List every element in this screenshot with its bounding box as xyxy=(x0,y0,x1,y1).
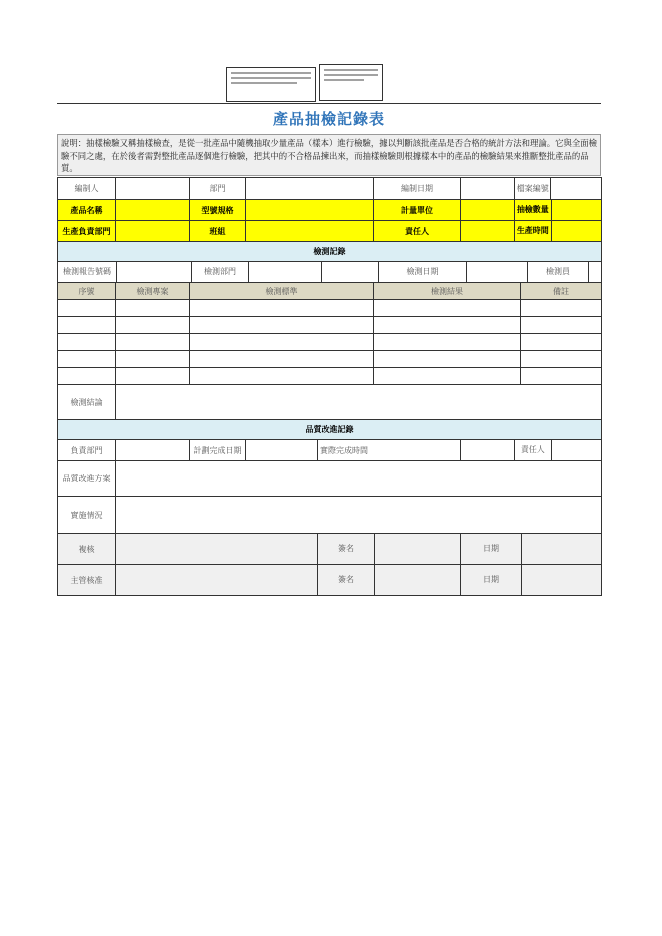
note-box-left xyxy=(226,67,316,102)
row-result-cell[interactable] xyxy=(374,368,521,385)
col-item-header: 檢測專案 xyxy=(116,283,190,300)
compiler-label: 編制人 xyxy=(58,178,116,200)
inspect-dept-label: 檢測部門 xyxy=(192,262,249,282)
row-no-cell[interactable] xyxy=(58,300,116,317)
review-label: 複核 xyxy=(58,534,116,565)
unit-field[interactable] xyxy=(461,200,515,220)
header-rule xyxy=(57,103,601,104)
sign-label-1: 簽名 xyxy=(318,534,375,564)
sign-label-2: 簽名 xyxy=(318,565,375,595)
conclusion-row xyxy=(58,385,602,420)
row-item-cell[interactable] xyxy=(116,300,190,317)
inspect-date-field[interactable] xyxy=(467,262,528,282)
team-field[interactable] xyxy=(246,221,374,242)
product-name-label: 產品名稱 xyxy=(58,200,116,221)
compile-date-field[interactable] xyxy=(463,178,515,199)
info-row-2 xyxy=(58,200,602,221)
info-row-1 xyxy=(58,178,602,200)
col-result-header: 檢測結果 xyxy=(374,283,521,300)
prod-time-label: 生產時間 xyxy=(515,221,552,241)
implementation-field[interactable] xyxy=(116,497,602,534)
report-no-field[interactable] xyxy=(117,262,192,282)
note-box-right xyxy=(319,64,383,101)
table-row xyxy=(58,300,602,317)
inspect-dept-field[interactable] xyxy=(249,262,322,282)
row-remark-cell[interactable] xyxy=(521,368,602,385)
row-item-cell[interactable] xyxy=(116,334,190,351)
row-item-cell[interactable] xyxy=(116,317,190,334)
actual-time-label: 實際完成時間 xyxy=(318,440,461,461)
plan-field[interactable] xyxy=(116,461,602,497)
row-standard-cell[interactable] xyxy=(190,317,374,334)
model-spec-field[interactable] xyxy=(246,200,374,221)
implementation-label: 實施情況 xyxy=(58,497,116,534)
row-no-cell[interactable] xyxy=(58,334,116,351)
col-standard-header: 檢測標準 xyxy=(190,283,374,300)
date-label-1: 日期 xyxy=(461,534,522,564)
supervisor-field[interactable] xyxy=(116,565,318,596)
row-no-cell[interactable] xyxy=(58,351,116,368)
conclusion-field[interactable] xyxy=(116,385,602,420)
review-field[interactable] xyxy=(116,534,318,565)
row-remark-cell[interactable] xyxy=(521,334,602,351)
prod-dept-field[interactable] xyxy=(116,221,190,242)
plan-date-field[interactable] xyxy=(246,440,318,461)
row-item-cell[interactable] xyxy=(116,351,190,368)
row-result-cell[interactable] xyxy=(374,300,521,317)
date-field-2[interactable] xyxy=(522,565,601,595)
review-sign-cell xyxy=(318,534,461,565)
conclusion-label: 檢測結論 xyxy=(58,385,116,420)
implementation-row xyxy=(58,497,602,534)
improve-responsible-field[interactable] xyxy=(552,440,601,460)
resp-dept-label: 負責部門 xyxy=(58,440,116,461)
row-no-cell[interactable] xyxy=(58,368,116,385)
inspection-meta-cell xyxy=(58,262,602,283)
row-standard-cell[interactable] xyxy=(190,351,374,368)
resp-time-cell xyxy=(461,221,602,242)
table-row xyxy=(58,317,602,334)
info-row-3 xyxy=(58,221,602,242)
col-remark-header: 備註 xyxy=(521,283,602,300)
date-label-2: 日期 xyxy=(461,565,522,595)
supervisor-label: 主管核准 xyxy=(58,565,116,596)
resp-dept-field[interactable] xyxy=(116,440,190,461)
department-label: 部門 xyxy=(190,178,246,200)
improvement-section-title: 品質改進記錄 xyxy=(58,420,602,440)
product-name-field[interactable] xyxy=(116,200,190,221)
review-row xyxy=(58,534,602,565)
inspect-date-label: 檢測日期 xyxy=(379,262,467,282)
page-title: 產品抽檢記錄表 xyxy=(272,110,385,128)
sample-qty-field[interactable] xyxy=(552,200,601,220)
file-number-field[interactable] xyxy=(551,178,599,199)
plan-label: 品質改進方案 xyxy=(58,461,116,497)
approval-row xyxy=(58,565,602,596)
unit-label: 計量單位 xyxy=(374,200,461,221)
row-result-cell[interactable] xyxy=(374,334,521,351)
table-row xyxy=(58,334,602,351)
inspection-section-row xyxy=(58,242,602,262)
row-standard-cell[interactable] xyxy=(190,300,374,317)
row-standard-cell[interactable] xyxy=(190,368,374,385)
inspection-header-row xyxy=(58,283,602,300)
sign-field-1[interactable] xyxy=(375,534,460,564)
improvement-meta-row xyxy=(58,440,602,461)
improve-responsible-label: 責任人 xyxy=(515,440,552,460)
team-label: 班組 xyxy=(190,221,246,242)
prod-time-field[interactable] xyxy=(552,221,601,241)
table-row xyxy=(58,368,602,385)
inspect-date-label-pad xyxy=(322,262,379,282)
inspector-label: 檢測員 xyxy=(528,262,589,282)
sample-qty-label: 抽檢數量 xyxy=(515,200,552,220)
unit-qty-cell xyxy=(461,200,602,221)
row-result-cell[interactable] xyxy=(374,317,521,334)
compiler-field[interactable] xyxy=(116,178,190,200)
plan-date-label: 計劃完成日期 xyxy=(190,440,246,461)
row-no-cell[interactable] xyxy=(58,317,116,334)
improvement-section-row xyxy=(58,420,602,440)
table-row xyxy=(58,351,602,368)
inspection-section-title: 檢測記錄 xyxy=(58,242,602,262)
col-no-header: 序號 xyxy=(58,283,116,300)
description-text: 說明：抽樣檢驗又稱抽樣檢查，是從一批產品中隨機抽取少量產品（樣本）進行檢驗，據以判斷該批產品是否合格的統計方法和理論。它與全面檢驗不同之處，在於後者需對整批產品逐個進行檢驗，把其中的不合格品揀出來，而抽樣檢驗則根據樣本中的產品的檢驗結果來推斷整批產品的品質。 xyxy=(57,134,601,176)
approval-date-cell xyxy=(461,565,602,596)
inspection-form xyxy=(57,177,602,596)
sign-field-2[interactable] xyxy=(375,565,460,595)
compile-date-label: 編制日期 xyxy=(374,178,461,200)
row-result-cell[interactable] xyxy=(374,351,521,368)
model-spec-label: 型號規格 xyxy=(190,200,246,221)
inspection-meta-row xyxy=(58,262,602,283)
row-remark-cell[interactable] xyxy=(521,317,602,334)
date-field-1[interactable] xyxy=(522,534,601,564)
row-item-cell[interactable] xyxy=(116,368,190,385)
row-remark-cell[interactable] xyxy=(521,351,602,368)
responsible-label: 責任人 xyxy=(374,221,461,242)
approval-sign-cell xyxy=(318,565,461,596)
file-number-label: 檔案編號 xyxy=(515,178,551,199)
review-date-cell xyxy=(461,534,602,565)
row-remark-cell[interactable] xyxy=(521,300,602,317)
department-field[interactable] xyxy=(246,178,374,200)
report-no-label: 檢測報告號碼 xyxy=(58,262,117,282)
actual-time-field[interactable] xyxy=(461,440,515,460)
prod-dept-label: 生產負責部門 xyxy=(58,221,116,242)
compile-date-file-cell xyxy=(461,178,602,200)
improve-resp-cell xyxy=(461,440,602,461)
row-standard-cell[interactable] xyxy=(190,334,374,351)
responsible-field[interactable] xyxy=(461,221,515,241)
plan-row xyxy=(58,461,602,497)
inspector-field[interactable] xyxy=(589,262,601,282)
